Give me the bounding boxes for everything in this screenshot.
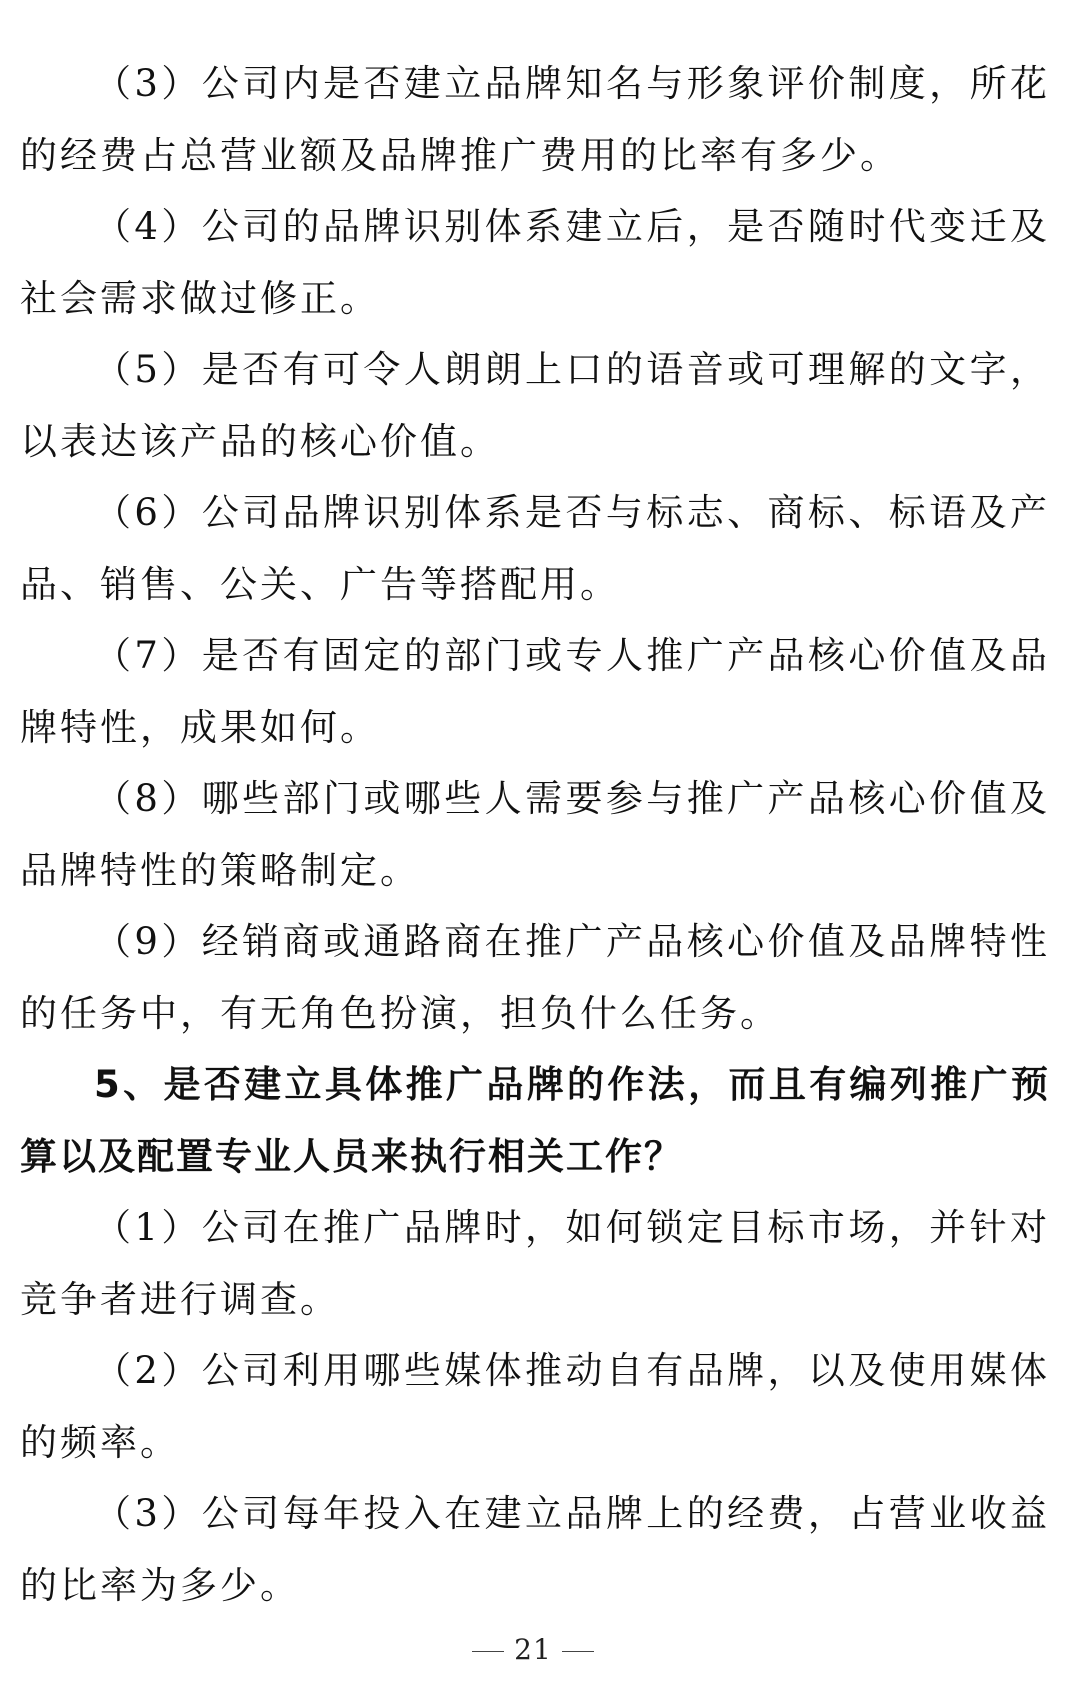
- page-number: 21: [514, 1633, 552, 1666]
- section-item-3: （3）公司每年投入在建立品牌上的经费，占营业收益的比率为多少。: [20, 1492, 1050, 1607]
- section-item-1: （1）公司在推广品牌时，如何锁定目标市场，并针对竞争者进行调查。: [20, 1206, 1050, 1321]
- footer-dash-right: [562, 1651, 594, 1652]
- page-body: [20, 48, 1050, 1621]
- paragraph-item-7: （7）是否有固定的部门或专人推广产品核心价值及品牌特性，成果如何。: [20, 634, 1050, 749]
- paragraph-item-8: （8）哪些部门或哪些人需要参与推广产品核心价值及品牌特性的策略制定。: [20, 777, 1050, 892]
- footer-dash-left: [472, 1651, 504, 1652]
- paragraph-item-9: （9）经销商或通路商在推广产品核心价值及品牌特性的任务中，有无角色扮演，担负什么任务。: [20, 920, 1050, 1035]
- page-footer: [0, 1633, 1066, 1667]
- section-item-2: （2）公司利用哪些媒体推动自有品牌，以及使用媒体的频率。: [20, 1349, 1050, 1464]
- paragraph-item-5: （5）是否有可令人朗朗上口的语音或可理解的文字，以表达该产品的核心价值。: [20, 348, 1050, 463]
- section-heading: 5、是否建立具体推广品牌的作法，而且有编列推广预算以及配置专业人员来执行相关工作？: [20, 1063, 1050, 1178]
- paragraph-item-6: （6）公司品牌识别体系是否与标志、商标、标语及产品、销售、公关、广告等搭配用。: [20, 491, 1050, 606]
- paragraph-item-3: （3）公司内是否建立品牌知名与形象评价制度，所花的经费占总营业额及品牌推广费用的比率有多少。: [20, 62, 1050, 177]
- paragraph-item-4: （4）公司的品牌识别体系建立后，是否随时代变迁及社会需求做过修正。: [20, 205, 1050, 320]
